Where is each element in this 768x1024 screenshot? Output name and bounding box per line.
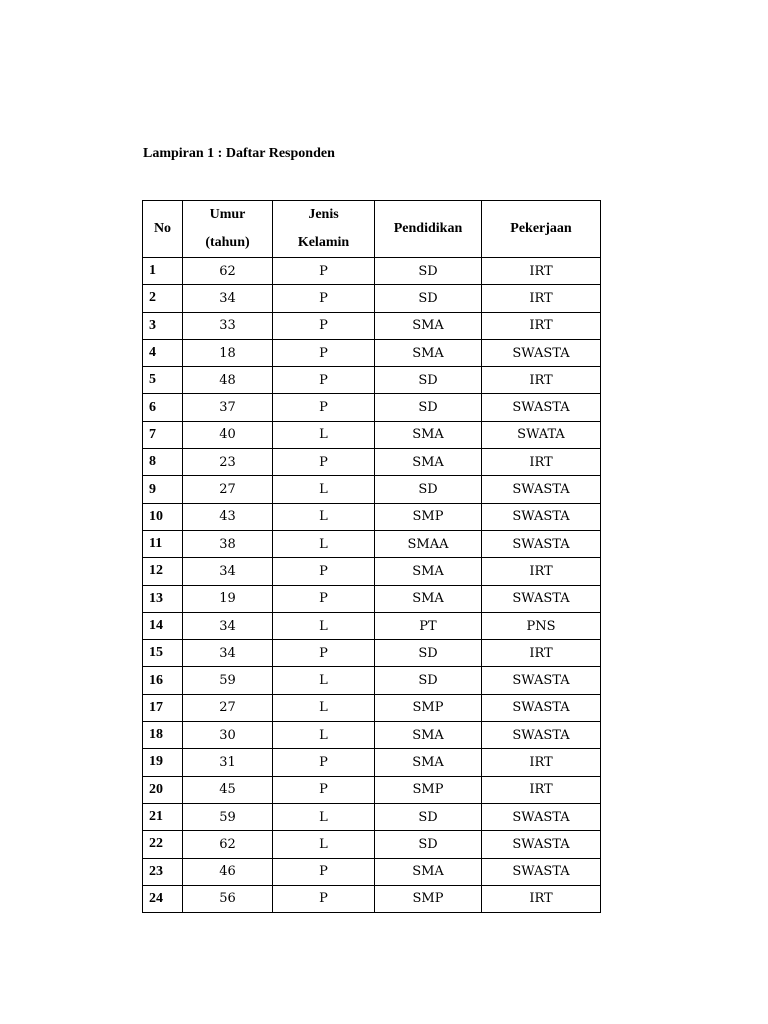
cell-umur: 45 — [183, 776, 273, 803]
cell-no: 1 — [143, 258, 183, 285]
cell-jenis-kelamin: L — [273, 612, 375, 639]
header-jk-line2: Kelamin — [297, 235, 350, 250]
cell-no: 2 — [143, 285, 183, 312]
table-row — [143, 803, 601, 830]
cell-no: 11 — [143, 530, 183, 557]
cell-umur: 30 — [183, 722, 273, 749]
cell-pendidikan: SMP — [375, 776, 482, 803]
page-title: Lampiran 1 : Daftar Responden — [143, 146, 335, 161]
cell-jenis-kelamin: P — [273, 449, 375, 476]
cell-pekerjaan: IRT — [482, 885, 601, 912]
cell-pendidikan: SD — [375, 394, 482, 421]
table-row — [143, 367, 601, 394]
table-row — [143, 776, 601, 803]
cell-no: 9 — [143, 476, 183, 503]
cell-pekerjaan: IRT — [482, 449, 601, 476]
cell-umur: 37 — [183, 394, 273, 421]
cell-jenis-kelamin: P — [273, 776, 375, 803]
cell-jenis-kelamin: L — [273, 421, 375, 448]
cell-pekerjaan: IRT — [482, 285, 601, 312]
cell-jenis-kelamin: P — [273, 312, 375, 339]
cell-jenis-kelamin: L — [273, 667, 375, 694]
table-row — [143, 449, 601, 476]
cell-pekerjaan: SWASTA — [482, 722, 601, 749]
table-row — [143, 749, 601, 776]
cell-pendidikan: SMAA — [375, 530, 482, 557]
table-row — [143, 831, 601, 858]
cell-umur: 40 — [183, 421, 273, 448]
cell-no: 10 — [143, 503, 183, 530]
table-row — [143, 285, 601, 312]
cell-umur: 18 — [183, 339, 273, 366]
cell-no: 7 — [143, 421, 183, 448]
cell-umur: 59 — [183, 803, 273, 830]
table-header-row — [143, 201, 601, 258]
cell-umur: 27 — [183, 694, 273, 721]
cell-no: 13 — [143, 585, 183, 612]
cell-pekerjaan: SWASTA — [482, 858, 601, 885]
cell-umur: 27 — [183, 476, 273, 503]
table-row — [143, 530, 601, 557]
cell-no: 22 — [143, 831, 183, 858]
cell-umur: 56 — [183, 885, 273, 912]
cell-pekerjaan: SWASTA — [482, 694, 601, 721]
cell-umur: 34 — [183, 640, 273, 667]
cell-umur: 23 — [183, 449, 273, 476]
table-row — [143, 640, 601, 667]
cell-pekerjaan: SWATA — [482, 421, 601, 448]
cell-no: 19 — [143, 749, 183, 776]
cell-jenis-kelamin: L — [273, 503, 375, 530]
cell-pekerjaan: IRT — [482, 367, 601, 394]
table-row — [143, 476, 601, 503]
cell-no: 14 — [143, 612, 183, 639]
cell-jenis-kelamin: L — [273, 530, 375, 557]
cell-no: 6 — [143, 394, 183, 421]
cell-jenis-kelamin: P — [273, 339, 375, 366]
table-row — [143, 394, 601, 421]
header-pendidikan: Pendidikan — [375, 201, 482, 258]
cell-pendidikan: SD — [375, 367, 482, 394]
cell-no: 8 — [143, 449, 183, 476]
cell-jenis-kelamin: P — [273, 367, 375, 394]
cell-umur: 19 — [183, 585, 273, 612]
cell-jenis-kelamin: P — [273, 394, 375, 421]
cell-no: 3 — [143, 312, 183, 339]
table-row — [143, 503, 601, 530]
cell-jenis-kelamin: L — [273, 722, 375, 749]
table-row — [143, 858, 601, 885]
cell-pendidikan: SMP — [375, 503, 482, 530]
cell-umur: 62 — [183, 258, 273, 285]
cell-pendidikan: SMA — [375, 749, 482, 776]
cell-pendidikan: SMA — [375, 858, 482, 885]
cell-umur: 31 — [183, 749, 273, 776]
cell-jenis-kelamin: P — [273, 585, 375, 612]
cell-pekerjaan: SWASTA — [482, 667, 601, 694]
cell-umur: 34 — [183, 558, 273, 585]
cell-pendidikan: SMA — [375, 312, 482, 339]
cell-umur: 46 — [183, 858, 273, 885]
cell-pekerjaan: IRT — [482, 776, 601, 803]
table-row — [143, 722, 601, 749]
table-row — [143, 558, 601, 585]
cell-pekerjaan: IRT — [482, 749, 601, 776]
cell-jenis-kelamin: P — [273, 285, 375, 312]
table-row — [143, 421, 601, 448]
header-umur-line1: Umur — [209, 207, 246, 222]
cell-jenis-kelamin: P — [273, 885, 375, 912]
cell-pekerjaan: IRT — [482, 258, 601, 285]
cell-no: 17 — [143, 694, 183, 721]
cell-no: 23 — [143, 858, 183, 885]
table-row — [143, 694, 601, 721]
header-no: No — [143, 201, 183, 258]
header-umur — [183, 201, 273, 258]
cell-pekerjaan: SWASTA — [482, 394, 601, 421]
cell-umur: 34 — [183, 612, 273, 639]
cell-no: 21 — [143, 803, 183, 830]
cell-no: 20 — [143, 776, 183, 803]
cell-pekerjaan: SWASTA — [482, 339, 601, 366]
cell-pendidikan: SMA — [375, 421, 482, 448]
header-umur-line2: (tahun) — [205, 235, 250, 250]
cell-umur: 59 — [183, 667, 273, 694]
table-body — [143, 258, 601, 913]
cell-pendidikan: SMA — [375, 585, 482, 612]
cell-jenis-kelamin: P — [273, 858, 375, 885]
header-jenis-kelamin — [273, 201, 375, 258]
cell-no: 15 — [143, 640, 183, 667]
table-row — [143, 885, 601, 912]
cell-jenis-kelamin: L — [273, 694, 375, 721]
cell-pendidikan: SD — [375, 258, 482, 285]
cell-pendidikan: SD — [375, 640, 482, 667]
cell-pendidikan: PT — [375, 612, 482, 639]
table-row — [143, 258, 601, 285]
table-row — [143, 585, 601, 612]
cell-jenis-kelamin: L — [273, 831, 375, 858]
cell-no: 12 — [143, 558, 183, 585]
cell-pendidikan: SD — [375, 831, 482, 858]
cell-jenis-kelamin: P — [273, 258, 375, 285]
cell-umur: 62 — [183, 831, 273, 858]
cell-pendidikan: SMA — [375, 558, 482, 585]
table-row — [143, 312, 601, 339]
cell-umur: 34 — [183, 285, 273, 312]
cell-pendidikan: SD — [375, 476, 482, 503]
cell-jenis-kelamin: P — [273, 558, 375, 585]
cell-jenis-kelamin: L — [273, 476, 375, 503]
header-jk-line1: Jenis — [308, 207, 339, 222]
cell-pendidikan: SD — [375, 667, 482, 694]
cell-pekerjaan: SWASTA — [482, 585, 601, 612]
cell-pekerjaan: IRT — [482, 312, 601, 339]
cell-pekerjaan: SWASTA — [482, 803, 601, 830]
cell-jenis-kelamin: L — [273, 803, 375, 830]
cell-no: 16 — [143, 667, 183, 694]
cell-pendidikan: SD — [375, 803, 482, 830]
cell-pendidikan: SMA — [375, 722, 482, 749]
header-pekerjaan: Pekerjaan — [482, 201, 601, 258]
cell-umur: 38 — [183, 530, 273, 557]
cell-no: 24 — [143, 885, 183, 912]
cell-pekerjaan: SWASTA — [482, 831, 601, 858]
table-row — [143, 339, 601, 366]
cell-pekerjaan: SWASTA — [482, 476, 601, 503]
table-row — [143, 612, 601, 639]
cell-umur: 48 — [183, 367, 273, 394]
cell-no: 18 — [143, 722, 183, 749]
table-row — [143, 667, 601, 694]
respondent-table — [142, 200, 601, 913]
cell-pekerjaan: IRT — [482, 558, 601, 585]
cell-pendidikan: SMA — [375, 339, 482, 366]
cell-jenis-kelamin: P — [273, 749, 375, 776]
cell-pekerjaan: PNS — [482, 612, 601, 639]
cell-umur: 43 — [183, 503, 273, 530]
cell-no: 5 — [143, 367, 183, 394]
cell-no: 4 — [143, 339, 183, 366]
cell-pekerjaan: SWASTA — [482, 503, 601, 530]
cell-pendidikan: SMP — [375, 885, 482, 912]
cell-umur: 33 — [183, 312, 273, 339]
cell-pendidikan: SD — [375, 285, 482, 312]
cell-pekerjaan: IRT — [482, 640, 601, 667]
cell-pendidikan: SMA — [375, 449, 482, 476]
cell-jenis-kelamin: P — [273, 640, 375, 667]
cell-pekerjaan: SWASTA — [482, 530, 601, 557]
cell-pendidikan: SMP — [375, 694, 482, 721]
